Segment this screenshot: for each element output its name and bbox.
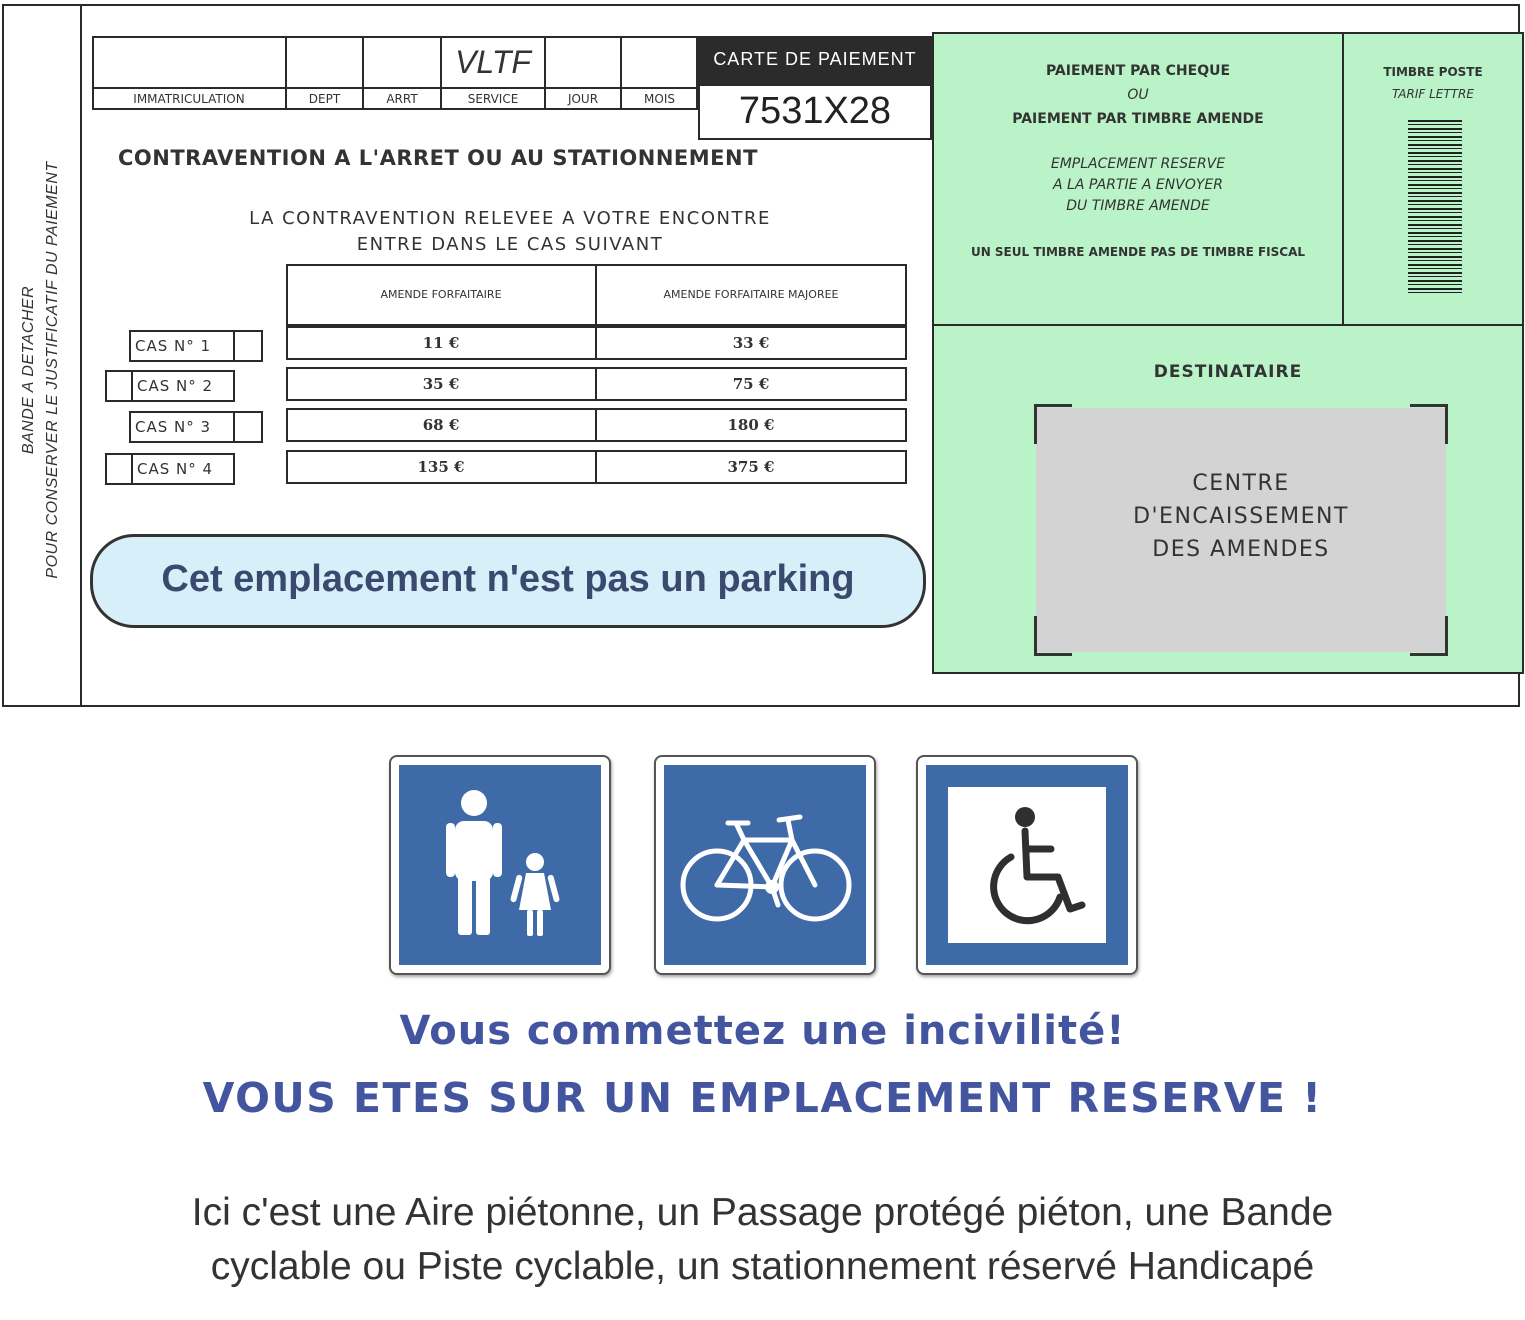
wheelchair-icon [948, 787, 1106, 943]
detach-strip-line2: POUR CONSERVER LE JUSTIFICATIF DU PAIEMENT [44, 161, 61, 579]
corner-mark [1410, 404, 1448, 444]
fine-forfaitaire: 68 € [422, 416, 460, 434]
case-label: CAS N° 4 [131, 453, 235, 485]
sign-bicycle-panel [664, 765, 866, 965]
payment-line-cheque: PAIEMENT PAR CHEQUE [1045, 63, 1231, 79]
sign-handicap-panel [926, 765, 1128, 965]
pedestrian-icon [399, 765, 601, 965]
fine-majoree: 75 € [732, 375, 770, 393]
label-service: SERVICE [467, 92, 519, 106]
detach-line [80, 6, 82, 705]
parking-message-box [90, 534, 926, 628]
sign-handicap [916, 755, 1138, 975]
payment-reserve-2: A LA PARTIE A ENVOYER [1053, 177, 1223, 193]
ticket-subtitle-1: LA CONTRAVENTION RELEVEE A VOTRE ENCONTRE [249, 208, 771, 229]
explanation-line-1: Ici c'est une Aire piétonne, un Passage protégé piéton, une Bande [191, 1191, 1334, 1234]
destinataire-label: DESTINATAIRE [1153, 362, 1303, 382]
case-checkbox[interactable] [105, 453, 133, 485]
payment-reserve-3: DU TIMBRE AMENDE [1066, 198, 1210, 214]
sign-pedestrian-panel [399, 765, 601, 965]
fine-majoree: 180 € [727, 416, 775, 434]
corner-mark [1410, 616, 1448, 656]
fine-forfaitaire: 135 € [417, 458, 465, 476]
corner-mark [1034, 404, 1072, 444]
carte-paiement-number: 7531X28 [698, 84, 932, 140]
col-majoree: AMENDE FORFAITAIRE MAJOREE [663, 288, 839, 301]
address-line-3: DES AMENDES [1152, 537, 1330, 562]
stamp-title: TIMBRE POSTE [1383, 65, 1483, 79]
barcode-icon [1408, 120, 1462, 294]
label-jour: JOUR [567, 92, 599, 106]
header-divider [92, 87, 698, 89]
service-value: VLTF [455, 44, 531, 80]
case-label: CAS N° 3 [129, 411, 235, 443]
explanation-line-2: cyclable ou Piste cyclable, un stationnement réservé Handicapé [210, 1245, 1315, 1288]
sign-pedestrian [389, 755, 611, 975]
stamp-subtitle: TARIF LETTRE [1392, 87, 1474, 101]
bicycle-icon [664, 765, 866, 965]
col-forfaitaire: AMENDE FORFAITAIRE [380, 288, 502, 301]
case-checkbox[interactable] [105, 370, 133, 402]
carte-paiement-label: CARTE DE PAIEMENT [698, 36, 932, 84]
fine-majoree: 33 € [732, 334, 770, 352]
incivility-message: Vous commettez une incivilité! [399, 1008, 1126, 1054]
sign-handicap-inner [948, 787, 1106, 943]
fine-forfaitaire: 35 € [422, 375, 460, 393]
reserved-message: VOUS ETES SUR UN EMPLACEMENT RESERVE ! [202, 1074, 1323, 1122]
fine-forfaitaire: 11 € [422, 334, 460, 352]
detach-strip-line1: BANDE A DETACHER [20, 285, 37, 455]
fine-majoree: 375 € [727, 458, 775, 476]
payment-reserve-1: EMPLACEMENT RESERVE [1050, 156, 1226, 172]
address-line-1: CENTRE [1192, 471, 1290, 496]
case-checkbox[interactable] [233, 411, 263, 443]
payment-or: OU [1127, 87, 1149, 103]
ticket-subtitle-2: ENTRE DANS LE CAS SUIVANT [356, 234, 664, 255]
case-label: CAS N° 1 [129, 330, 235, 362]
sign-bicycle [654, 755, 876, 975]
label-mois: MOIS [644, 92, 675, 106]
ticket-title: CONTRAVENTION A L'ARRET OU AU STATIONNEMENT [118, 146, 758, 170]
address-line-2: D'ENCAISSEMENT [1133, 504, 1349, 529]
parking-message: Cet emplacement n'est pas un parking [161, 558, 855, 600]
payment-line-timbre: PAIEMENT PAR TIMBRE AMENDE [1012, 111, 1264, 127]
label-dept: DEPT [308, 92, 341, 106]
label-arrt: ARRT [386, 92, 418, 106]
case-checkbox[interactable] [233, 330, 263, 362]
corner-mark [1034, 616, 1072, 656]
payment-note: UN SEUL TIMBRE AMENDE PAS DE TIMBRE FISCAL [970, 245, 1306, 259]
case-label: CAS N° 2 [131, 370, 235, 402]
label-immatriculation: IMMATRICULATION [133, 92, 245, 106]
